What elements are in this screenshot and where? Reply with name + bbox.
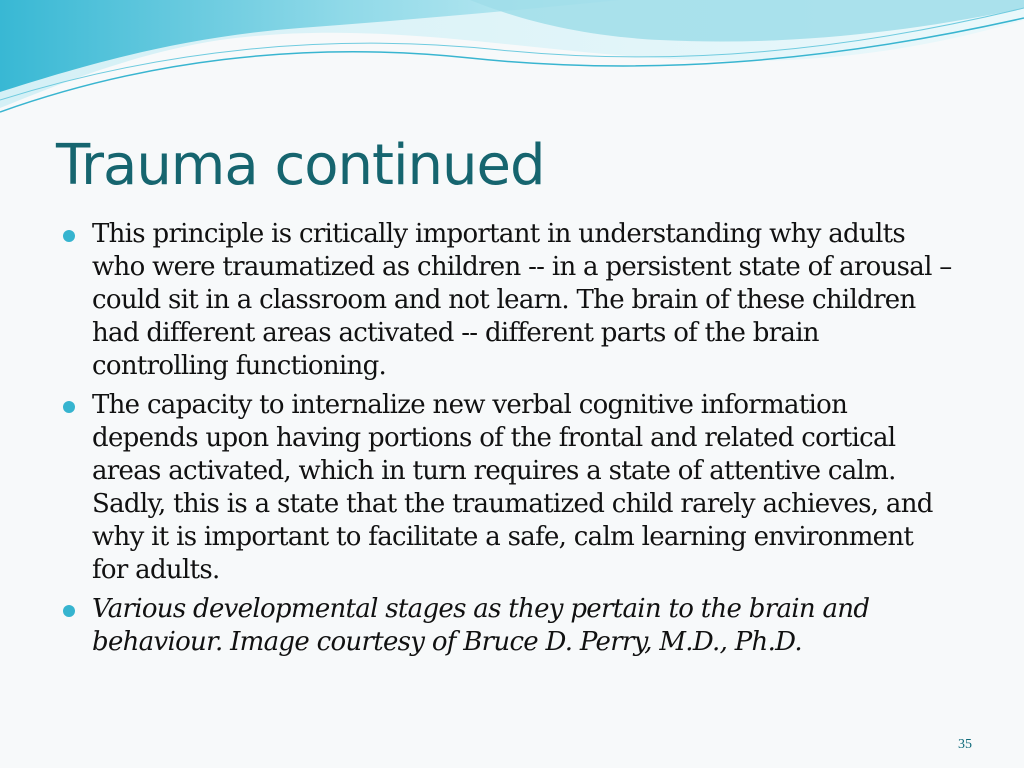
bullet-item xyxy=(56,218,956,383)
bullet-marker-icon xyxy=(63,605,75,617)
bullet-marker-icon xyxy=(63,230,75,242)
bullet-marker-icon xyxy=(63,401,75,413)
image-credit-text: Various developmental stages as they pertain to the brain and behaviour. Image courtesy of Bruce D. Perry, M.D., Ph.D. xyxy=(92,594,870,657)
wave-header-decoration xyxy=(0,0,1024,130)
bullet-item xyxy=(56,389,956,587)
bullet-text: The capacity to internalize new verbal cognitive information depends upon having portions of the frontal and related cortical areas activated, which in turn requires a state of attentive calm. Sadly, this is a state that the traumatized child rarely achieves, and why it is important to facilitate a safe, calm learning environment for adults. xyxy=(92,390,933,585)
bullet-item xyxy=(56,593,956,659)
slide-title: Trauma continued xyxy=(56,133,545,198)
bullet-text: This principle is critically important in understanding why adults who were traumatized as children -- in a persistent state of arousal – could sit in a classroom and not learn. The brain of these children had different areas activated -- different parts of the brain controlling functioning. xyxy=(92,219,952,381)
bullet-list xyxy=(56,218,956,665)
slide-number: 35 xyxy=(958,737,972,752)
